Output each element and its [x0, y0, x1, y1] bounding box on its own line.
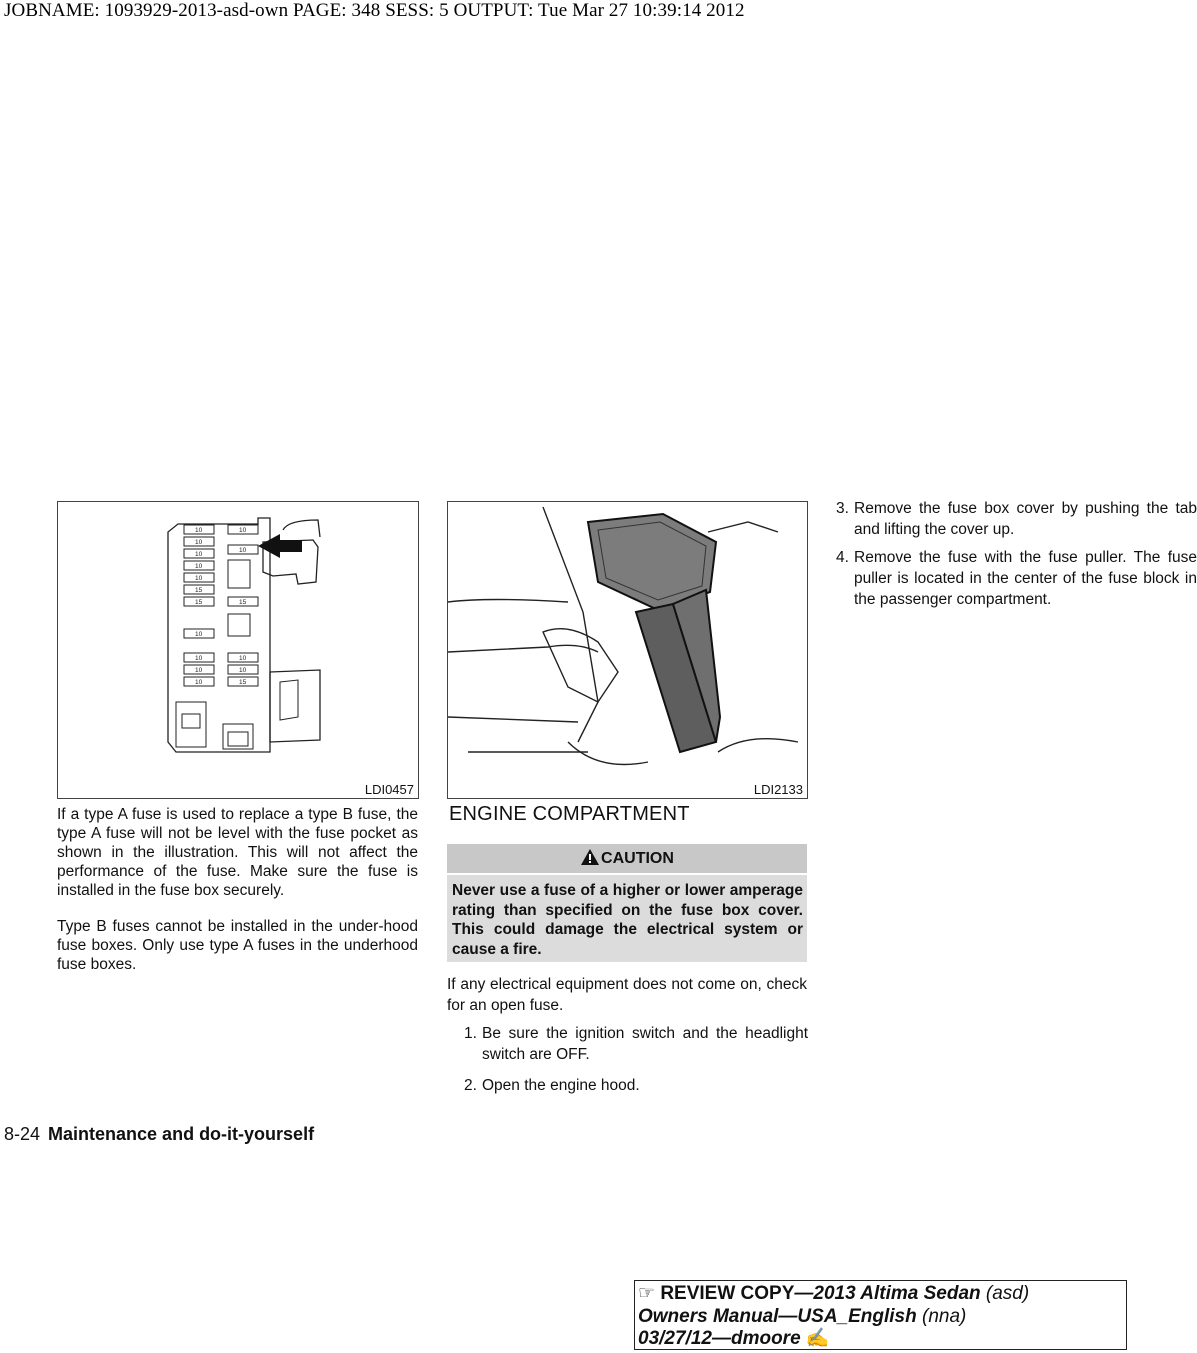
- review-line-1: [638, 1283, 1126, 1306]
- review-copy-stamp: [634, 1280, 1127, 1350]
- step-number: 3.: [836, 500, 849, 517]
- list-item: [836, 498, 1197, 542]
- review-model-code: (asd): [980, 1283, 1030, 1304]
- type-b-fuse-paragraph: Type B fuses cannot be installed in the under-hood fuse boxes. Only use type A fuses in the underhood fuse boxes.: [57, 918, 418, 973]
- pointing-hand-icon: ☞: [638, 1283, 656, 1304]
- fuse-box-figure: [57, 501, 419, 799]
- fuse-label: 10: [195, 563, 203, 570]
- section-heading: ENGINE COMPARTMENT: [449, 803, 690, 825]
- type-a-fuse-paragraph: If a type A fuse is used to replace a type B fuse, the type A fuse will not be level with the fuse pocket as shown in the illustration. This will not affect the performance of the fuse. Make sure the fuse is installed in the fuse box securely.: [57, 806, 418, 899]
- page-number: 8-24: [4, 1124, 41, 1144]
- warning-triangle-icon: [580, 848, 600, 866]
- engine-compartment-illustration: [448, 502, 807, 798]
- fuse-label: 10: [195, 527, 203, 534]
- review-line-3: [638, 1328, 1126, 1351]
- fuse-label: 10: [239, 667, 247, 674]
- list-item: [836, 547, 1197, 613]
- list-item: [464, 1075, 809, 1097]
- fuse-label: 15: [195, 599, 203, 606]
- review-line-2: [638, 1306, 1126, 1329]
- list-item: [464, 1023, 809, 1067]
- caution-text: Never use a fuse of a higher or lower amperage rating than specified on the fuse box cover. This could damage the electrical system or cause a fire.: [452, 882, 803, 958]
- fuse-label: 15: [195, 587, 203, 594]
- fuse-label: 10: [195, 539, 203, 546]
- fuse-label: 10: [195, 575, 203, 582]
- fuse-label: 10: [239, 655, 247, 662]
- fuse-label: 10: [239, 547, 247, 554]
- review-model: —2013 Altima Sedan: [794, 1283, 981, 1304]
- review-language-code: (nna): [916, 1305, 967, 1327]
- step-text: Remove the fuse with the fuse puller. The fuse puller is located in the center of the fuse block in the passenger compartment.: [854, 549, 1197, 608]
- fuse-label: 15: [239, 599, 247, 606]
- figure-code: LDI2133: [753, 782, 803, 797]
- review-manual: Owners Manual—USA_English: [638, 1305, 917, 1327]
- fuse-label: 10: [195, 679, 203, 686]
- review-copy-label: REVIEW COPY: [660, 1283, 795, 1304]
- step-text: Remove the fuse box cover by pushing the tab and lifting the cover up.: [854, 500, 1197, 538]
- fuse-label: 10: [195, 551, 203, 558]
- fuse-label: 10: [195, 667, 203, 674]
- review-date-author: 03/27/12—dmoore: [638, 1328, 801, 1349]
- writing-hand-icon: ✍: [805, 1328, 830, 1349]
- job-header: JOBNAME: 1093929-2013-asd-own PAGE: 348 SESS: 5 OUTPUT: Tue Mar 27 10:39:14 2012: [4, 0, 745, 21]
- open-fuse-intro: If any electrical equipment does not come on, check for an open fuse.: [447, 976, 807, 1014]
- step-number: 2.: [464, 1077, 477, 1094]
- fuse-label: 10: [195, 655, 203, 662]
- caution-label: CAUTION: [601, 850, 674, 867]
- page-footer: [4, 1124, 314, 1145]
- arrow-icon: [258, 534, 302, 558]
- fuse-label: 10: [195, 631, 203, 638]
- fuse-box-illustration: [58, 502, 418, 798]
- fuse-label: 15: [239, 679, 247, 686]
- engine-compartment-figure: [447, 501, 808, 799]
- caution-body: [447, 875, 807, 962]
- fuse-label: 10: [239, 527, 247, 534]
- figure-code: LDI0457: [364, 782, 414, 797]
- step-text: Open the engine hood.: [482, 1077, 640, 1094]
- caution-header: [447, 844, 807, 873]
- step-number: 4.: [836, 549, 849, 566]
- section-title: Maintenance and do-it-yourself: [48, 1124, 315, 1144]
- step-text: Be sure the ignition switch and the headlight switch are OFF.: [482, 1025, 808, 1063]
- step-number: 1.: [464, 1025, 477, 1042]
